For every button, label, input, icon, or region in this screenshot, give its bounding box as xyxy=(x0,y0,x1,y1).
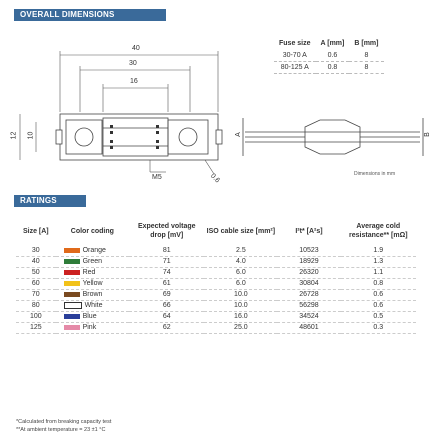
resistance-cell: 1.1 xyxy=(341,268,416,279)
iso-header: ISO cable size [mm²] xyxy=(206,227,276,235)
color-swatch xyxy=(64,281,80,286)
size-cell: 40 xyxy=(16,257,56,268)
b-mm-header: B [mm] xyxy=(354,40,379,47)
iso-cell: 10.0 xyxy=(204,301,277,312)
i2t-cell: 10523 xyxy=(277,246,340,257)
table-row xyxy=(16,257,416,268)
iso-cell: 25.0 xyxy=(204,323,277,334)
dim-30-label: 30 xyxy=(129,60,137,67)
resistance-cell: 0.6 xyxy=(341,301,416,312)
voltage-cell: 61 xyxy=(129,279,204,290)
fuse-size-header: Fuse size xyxy=(279,40,311,47)
dim-12-label: 12 xyxy=(10,131,18,140)
dimension-diagram xyxy=(0,0,445,190)
resistance-header: Average cold resistance** [mΩ] xyxy=(349,223,408,239)
color-label: Pink xyxy=(82,324,97,331)
resistance-cell: 1.3 xyxy=(341,257,416,268)
color-label: Blue xyxy=(82,313,97,320)
voltage-cell: 62 xyxy=(129,323,204,334)
color-swatch xyxy=(64,325,80,330)
i2t-cell: 48601 xyxy=(277,323,340,334)
iso-cell: 10.0 xyxy=(204,290,277,301)
a-cell: 0.6 xyxy=(316,50,350,62)
voltage-cell: 64 xyxy=(129,312,204,323)
size-header: Size [A] xyxy=(22,227,49,235)
color-cell xyxy=(56,279,130,290)
b-cell: 8 xyxy=(349,62,383,74)
color-header: Color coding xyxy=(70,227,114,235)
color-cell xyxy=(56,268,130,279)
size-cell: 60 xyxy=(16,279,56,290)
footnote-2: **At ambient temperature = 23 ±1 °C xyxy=(16,427,106,433)
i2t-cell: 26320 xyxy=(277,268,340,279)
i2t-cell: 26728 xyxy=(277,290,340,301)
b-cell: 8 xyxy=(349,50,383,62)
i2t-cell: 34524 xyxy=(277,312,340,323)
footnote-1: *Calculated from breaking capacity test xyxy=(16,419,112,425)
resistance-cell: 0.3 xyxy=(341,323,416,334)
dim-40-label: 40 xyxy=(132,45,140,52)
dimensions-note: Dimensions in mm xyxy=(354,171,396,177)
table-row xyxy=(16,246,416,257)
table-row xyxy=(274,50,384,62)
color-label: Red xyxy=(82,269,96,276)
color-cell xyxy=(56,257,130,268)
table-row xyxy=(16,279,416,290)
a-cell: 0.8 xyxy=(316,62,350,74)
i2t-cell: 56298 xyxy=(277,301,340,312)
iso-cell: 6.0 xyxy=(204,279,277,290)
fuse-size-table xyxy=(274,40,384,74)
dim-b-label: B xyxy=(423,132,431,137)
dim-06-label: 0.6 xyxy=(208,172,221,185)
color-label: Green xyxy=(82,258,103,265)
size-cell: 30 xyxy=(16,246,56,257)
table-row xyxy=(16,323,416,334)
size-cell: 50 xyxy=(16,268,56,279)
color-label: Orange xyxy=(82,247,106,254)
voltage-cell: 71 xyxy=(129,257,204,268)
dim-16-label: 16 xyxy=(130,78,138,85)
voltage-cell: 69 xyxy=(129,290,204,301)
overall-dimensions-heading: OVERALL DIMENSIONS xyxy=(14,9,166,21)
a-mm-header: A [mm] xyxy=(320,40,345,47)
voltage-cell: 81 xyxy=(129,246,204,257)
size-cell: 80 xyxy=(16,301,56,312)
iso-cell: 2.5 xyxy=(204,246,277,257)
ratings-table xyxy=(16,222,416,334)
color-swatch xyxy=(64,270,80,275)
table-row xyxy=(16,268,416,279)
size-cell: 100 xyxy=(16,312,56,323)
i2t-header: I²t* [A²s] xyxy=(295,227,323,235)
color-label: Brown xyxy=(82,291,103,298)
voltage-header: Expected voltage drop [mV] xyxy=(137,223,196,239)
resistance-cell: 0.5 xyxy=(341,312,416,323)
size-cell: 70 xyxy=(16,290,56,301)
voltage-cell: 74 xyxy=(129,268,204,279)
color-cell xyxy=(56,301,130,312)
color-label: White xyxy=(84,302,103,309)
table-row xyxy=(16,290,416,301)
color-swatch xyxy=(64,248,80,253)
color-cell xyxy=(56,312,130,323)
color-cell xyxy=(56,323,130,334)
resistance-cell: 0.8 xyxy=(341,279,416,290)
color-swatch xyxy=(64,314,80,319)
iso-cell: 6.0 xyxy=(204,268,277,279)
color-swatch xyxy=(64,292,80,297)
color-swatch xyxy=(64,259,80,264)
color-label: Yellow xyxy=(82,280,103,287)
fuse-size-cell: 80-125 A xyxy=(274,62,316,74)
ratings-body xyxy=(16,246,416,334)
color-cell xyxy=(56,290,130,301)
i2t-cell: 30804 xyxy=(277,279,340,290)
color-swatch xyxy=(64,302,82,309)
fuse-front-drawing xyxy=(0,0,445,190)
table-row xyxy=(16,301,416,312)
resistance-cell: 1.9 xyxy=(341,246,416,257)
fuse-size-cell: 30-70 A xyxy=(274,50,316,62)
ratings-heading: RATINGS xyxy=(14,195,86,207)
table-row xyxy=(274,62,384,74)
dim-m5-label: M5 xyxy=(152,174,162,181)
resistance-cell: 0.6 xyxy=(341,290,416,301)
iso-cell: 4.0 xyxy=(204,257,277,268)
table-row xyxy=(16,312,416,323)
color-cell xyxy=(56,246,130,257)
dim-10-label: 10 xyxy=(27,131,35,140)
size-cell: 125 xyxy=(16,323,56,334)
dim-a-label: A xyxy=(234,132,242,137)
voltage-cell: 66 xyxy=(129,301,204,312)
iso-cell: 16.0 xyxy=(204,312,277,323)
i2t-cell: 18929 xyxy=(277,257,340,268)
